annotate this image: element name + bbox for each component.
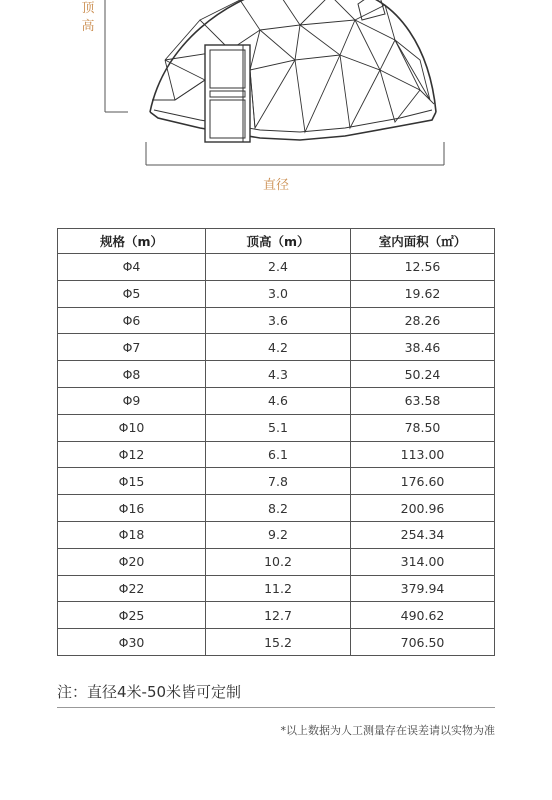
cell-area: 113.00 (351, 441, 495, 468)
table-row (58, 387, 495, 414)
cell-height: 11.2 (206, 575, 351, 602)
table-row (58, 629, 495, 656)
cell-spec: Φ18 (58, 521, 206, 548)
cell-area: 63.58 (351, 387, 495, 414)
spec-table (57, 228, 495, 656)
cell-height: 6.1 (206, 441, 351, 468)
cell-spec: Φ30 (58, 629, 206, 656)
cell-spec: Φ15 (58, 468, 206, 495)
cell-area: 28.26 (351, 307, 495, 334)
cell-spec: Φ16 (58, 495, 206, 522)
table-row (58, 521, 495, 548)
cell-height: 10.2 (206, 548, 351, 575)
cell-spec: Φ4 (58, 254, 206, 281)
cell-spec: Φ9 (58, 387, 206, 414)
cell-area: 490.62 (351, 602, 495, 629)
cell-area: 314.00 (351, 548, 495, 575)
cell-height: 4.3 (206, 361, 351, 388)
cell-height: 2.4 (206, 254, 351, 281)
height-label: 顶高 (81, 1, 95, 34)
table-row (58, 468, 495, 495)
table-row (58, 575, 495, 602)
divider (57, 707, 495, 708)
customization-note: 注：直径4米-50米皆可定制 (57, 683, 242, 701)
header-height: 顶高（m） (206, 229, 351, 254)
cell-area: 12.56 (351, 254, 495, 281)
cell-area: 78.50 (351, 414, 495, 441)
cell-spec: Φ22 (58, 575, 206, 602)
cell-height: 3.6 (206, 307, 351, 334)
cell-height: 5.1 (206, 414, 351, 441)
cell-area: 38.46 (351, 334, 495, 361)
cell-height: 12.7 (206, 602, 351, 629)
cell-area: 379.94 (351, 575, 495, 602)
cell-area: 254.34 (351, 521, 495, 548)
table-row (58, 414, 495, 441)
measurement-disclaimer: *以上数据为人工测量存在误差请以实物为准 (280, 724, 495, 737)
cell-height: 7.8 (206, 468, 351, 495)
cell-area: 200.96 (351, 495, 495, 522)
cell-area: 176.60 (351, 468, 495, 495)
table-row (58, 254, 495, 281)
table-header-row (58, 229, 495, 254)
table-row (58, 548, 495, 575)
table-row (58, 307, 495, 334)
door (205, 45, 250, 142)
cell-spec: Φ7 (58, 334, 206, 361)
cell-height: 8.2 (206, 495, 351, 522)
cell-spec: Φ25 (58, 602, 206, 629)
cell-area: 19.62 (351, 280, 495, 307)
cell-spec: Φ6 (58, 307, 206, 334)
table-row (58, 334, 495, 361)
table-row (58, 602, 495, 629)
dome-diagram (0, 0, 552, 200)
cell-spec: Φ5 (58, 280, 206, 307)
header-spec: 规格（m） (58, 229, 206, 254)
cell-spec: Φ12 (58, 441, 206, 468)
cell-height: 4.2 (206, 334, 351, 361)
table-row (58, 361, 495, 388)
cell-area: 706.50 (351, 629, 495, 656)
table-row (58, 280, 495, 307)
cell-spec: Φ10 (58, 414, 206, 441)
diameter-label: 直径 (262, 178, 289, 193)
cell-spec: Φ20 (58, 548, 206, 575)
table-row (58, 441, 495, 468)
cell-height: 3.0 (206, 280, 351, 307)
table-row (58, 495, 495, 522)
header-area: 室内面积（㎡） (351, 229, 495, 254)
cell-height: 15.2 (206, 629, 351, 656)
cell-area: 50.24 (351, 361, 495, 388)
cell-height: 4.6 (206, 387, 351, 414)
cell-spec: Φ8 (58, 361, 206, 388)
cell-height: 9.2 (206, 521, 351, 548)
